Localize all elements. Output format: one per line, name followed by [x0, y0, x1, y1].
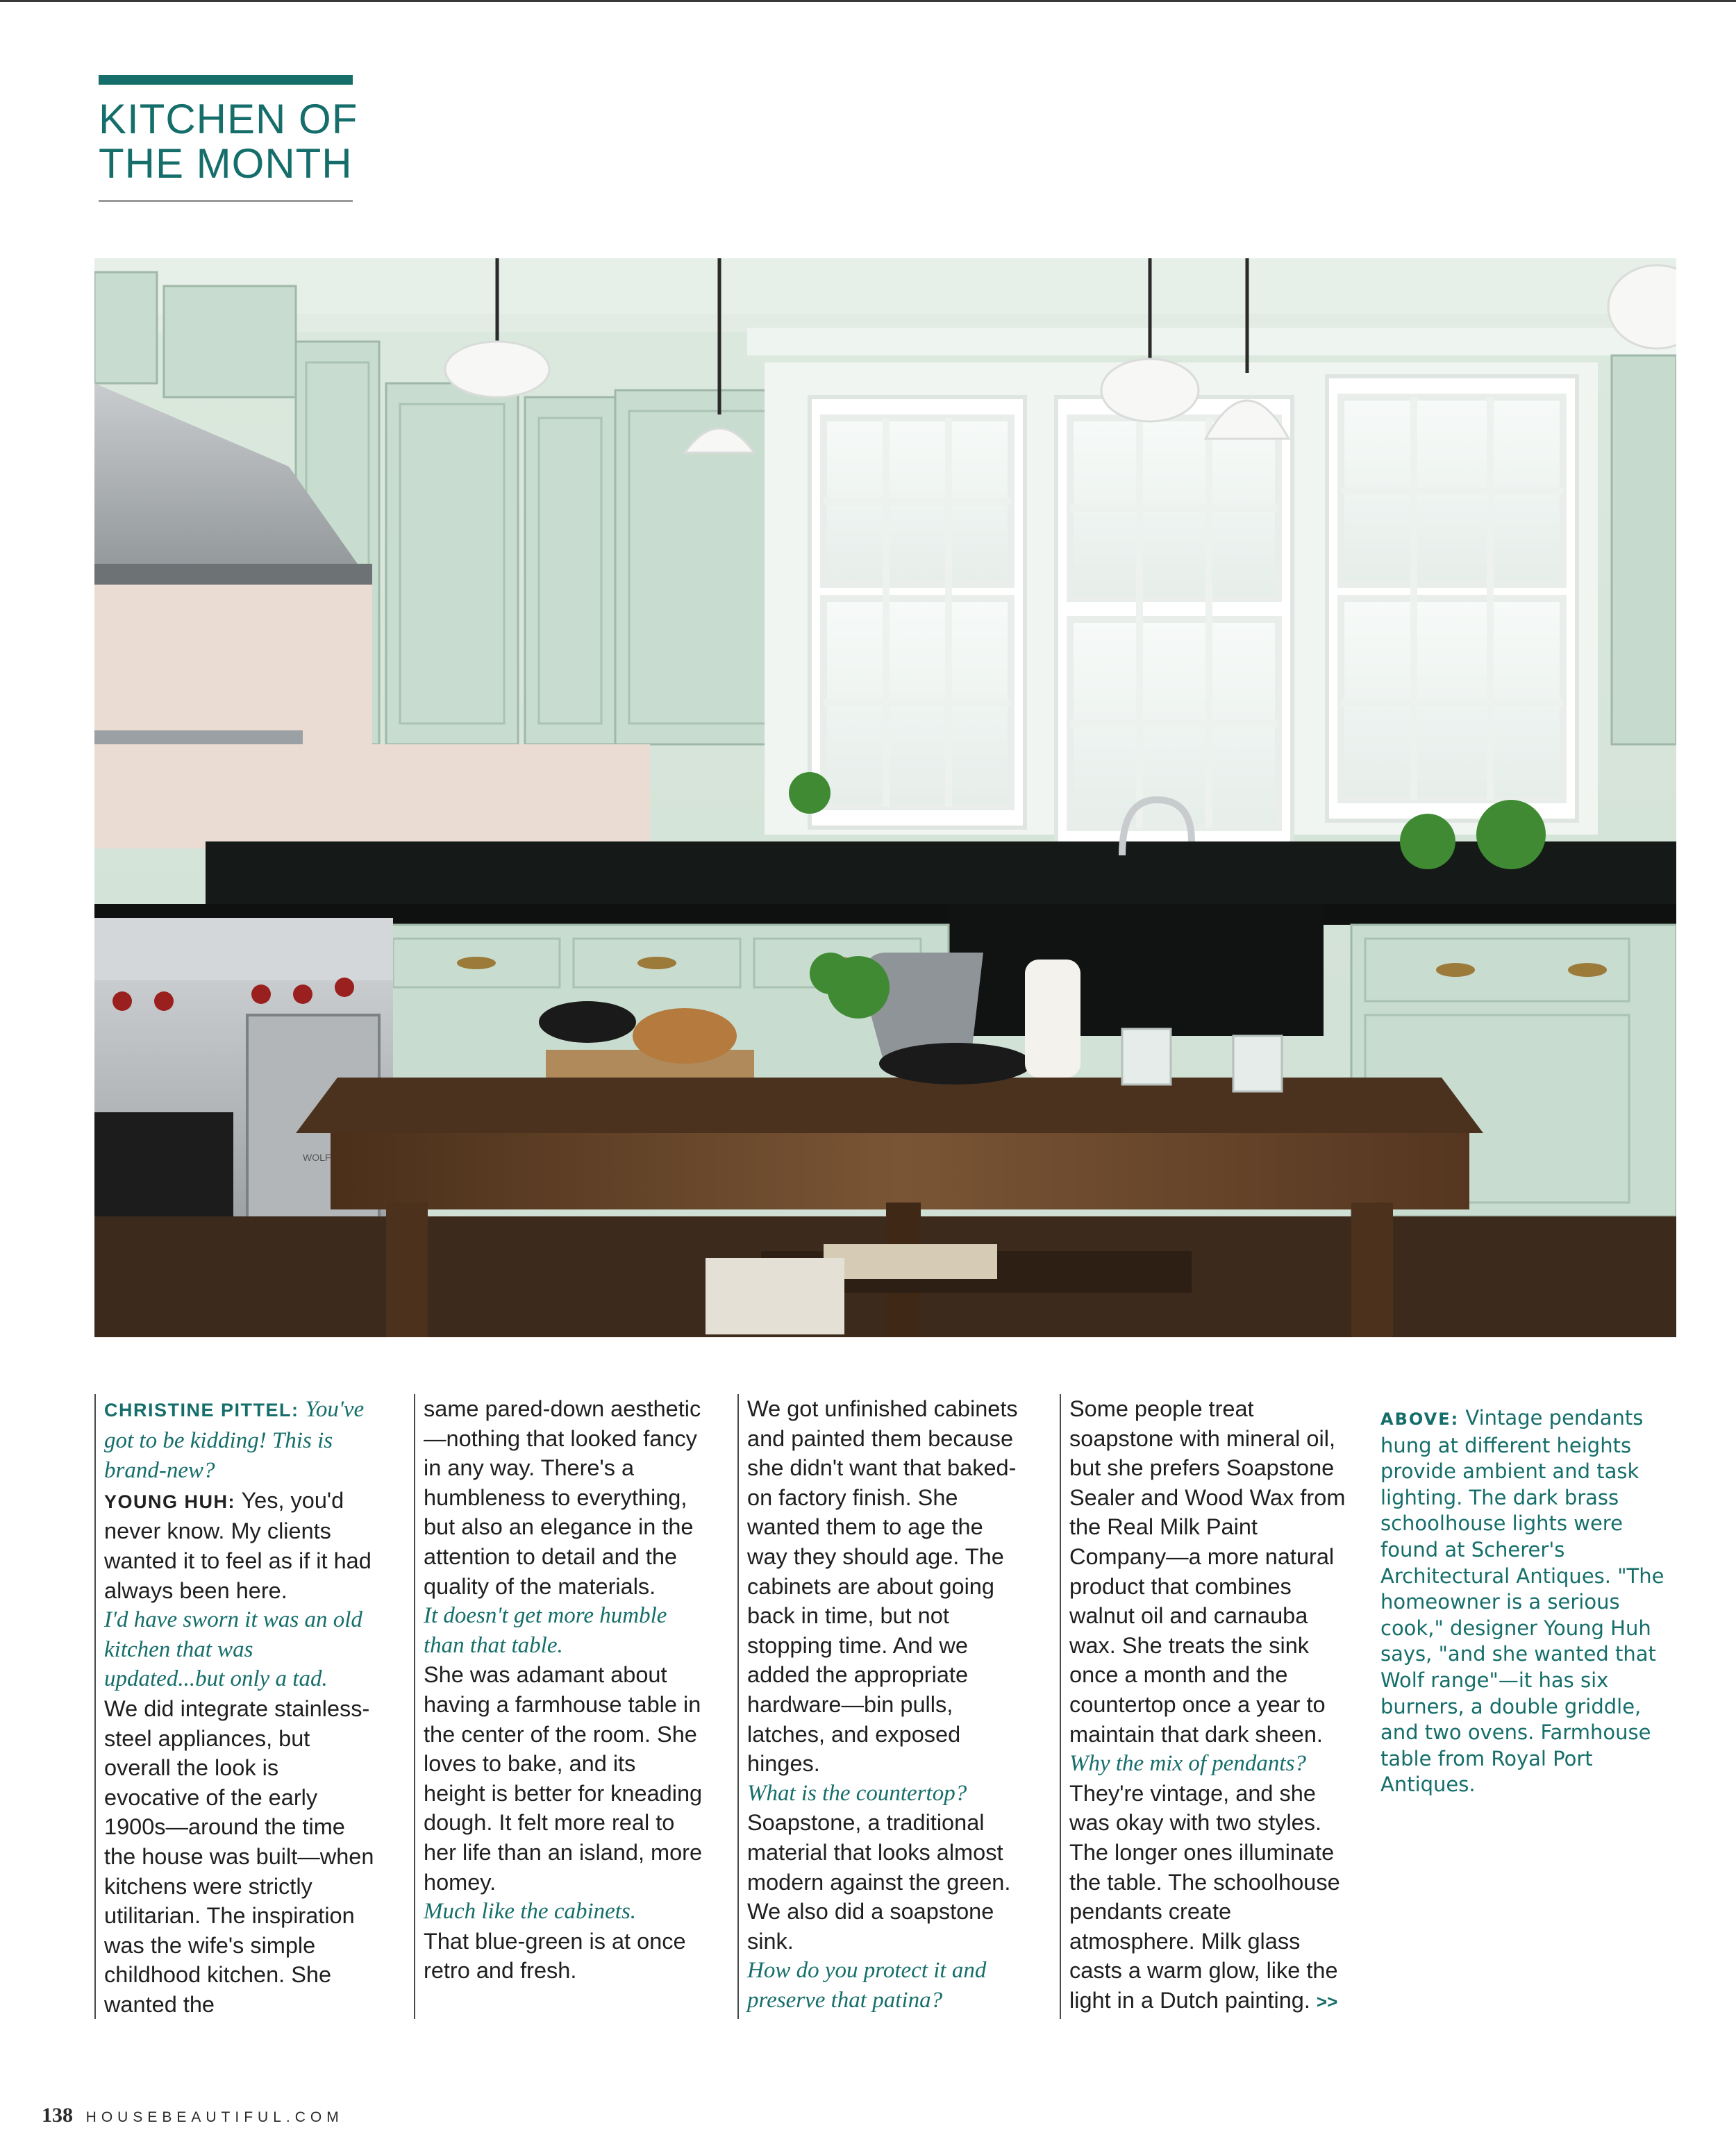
photo-caption	[1380, 1405, 1672, 1798]
answer-text: Yes, you'd never know. My clients wanted it to feel as if it had always been here.	[104, 1487, 372, 1603]
answer-text: Soapstone, a traditional material that looks almost modern against the green. We also did a soapstone sink.	[747, 1810, 1011, 1954]
kitchen-photo	[94, 258, 1676, 1337]
question-text: I'd have sworn it was an old kitchen that was updated...but only a tad.	[104, 1607, 362, 1692]
rubric-line-1: KITCHEN OF	[99, 96, 358, 142]
article-column-1	[94, 1394, 376, 2019]
answer-text: They're vintage, and she was okay with two styles. The longer ones illuminate the table. The schoolhouse pendants create atmosphere. Milk glass casts a warm glow, like the light in a Dutch painting.	[1069, 1780, 1340, 2013]
answer-text: same pared-down aesthetic—nothing that looked fancy in any way. There's a humbleness to everything, but also an elegance in the attention to detail and the quality of the materials.	[424, 1396, 701, 1599]
answer-text: We got unfinished cabinets and painted them because she didn't want that baked-on factory finish. She wanted them to age the way they should age. The cabinets are about going back in time, but not stopping time. And we added the appropriate hardware—bin pulls, latches, and exposed hinges.	[747, 1396, 1018, 1777]
answer-text: She was adamant about having a farmhouse table in the center of the room. She loves to bake, and its height is better for kneading dough. It felt more real to her life than an island, more homey.	[424, 1662, 703, 1895]
article-column-2	[414, 1394, 703, 2019]
caption-text: Vintage pendants hung at different heights provide ambient and task lighting. The dark brass schoolhouse lights were found at Scherer's Architectural Antiques. "The homeowner is a serious cook," designer Young Huh says, "and she wanted that Wolf range"—it has six burners, a double griddle, and two ovens. Farmhouse table from Royal Port Antiques.	[1380, 1406, 1664, 1797]
rubric-underline	[99, 200, 353, 202]
continue-arrow-icon: >>	[1316, 1991, 1338, 2012]
range-brand-label: WOLF	[303, 1152, 331, 1163]
rubric-line-2: THE MONTH	[99, 140, 353, 187]
answer-text: We did integrate stainless-steel appliances, but overall the look is evocative of the early 1900s—around the time the house was built—when kitchens were strictly utilitarian. The inspiration was the wife's simple childhood kitchen. She wanted the	[104, 1695, 374, 2017]
question-text: It doesn't get more humble than that table.	[424, 1603, 667, 1658]
answer-text: That blue-green is at once retro and fresh.	[424, 1928, 686, 1984]
windows	[765, 362, 1598, 848]
question-text: What is the countertop?	[747, 1780, 967, 1806]
page-top-line	[0, 0, 1736, 2]
interviewer-name: CHRISTINE PITTEL:	[104, 1400, 299, 1421]
designer-name: YOUNG HUH:	[104, 1491, 235, 1512]
website-url: HOUSEBEAUTIFUL.COM	[85, 2109, 344, 2125]
page-folio	[42, 2104, 344, 2127]
rubric-bar	[99, 75, 353, 85]
question-text: How do you protect it and preserve that patina?	[747, 1958, 987, 2013]
article-column-3	[737, 1394, 1026, 2019]
section-rubric	[99, 97, 362, 186]
article-column-4	[1060, 1394, 1355, 2019]
question-text: Much like the cabinets.	[424, 1899, 637, 1925]
answer-text: Some people treat soapstone with mineral oil, but she prefers Soapstone Sealer and Wood Wax from the Real Milk Paint Company—a more natural product that combines walnut oil and carnauba wax. She treats the sink once a month and the countertop once a year to maintain that dark sheen.	[1069, 1396, 1346, 1747]
question-text: Why the mix of pendants?	[1069, 1751, 1306, 1777]
page-number: 138	[42, 2104, 73, 2127]
caption-label: ABOVE:	[1380, 1409, 1460, 1429]
question-text: You've got to be kidding! This is brand-new?	[104, 1397, 365, 1484]
